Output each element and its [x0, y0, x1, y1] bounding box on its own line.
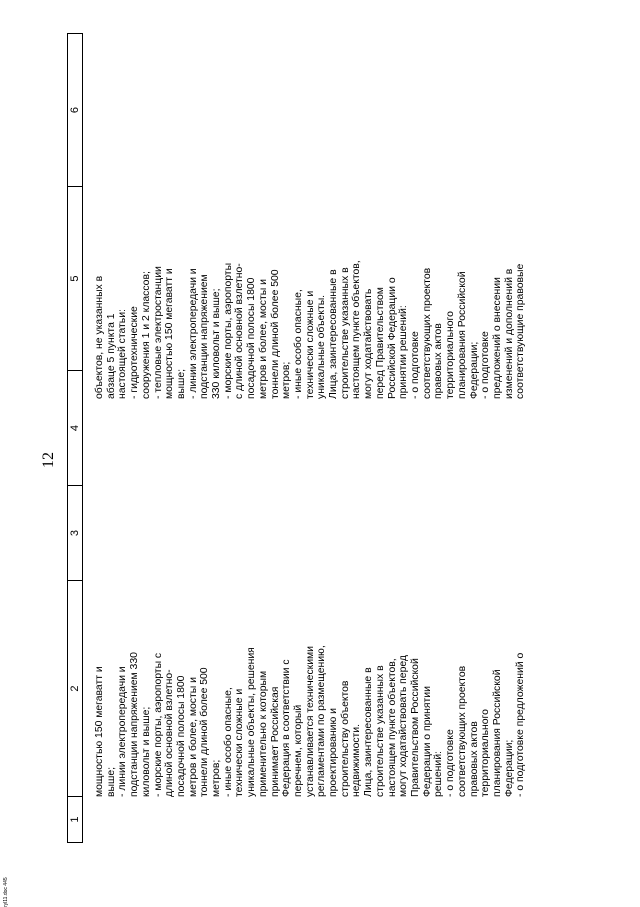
text-line: принятии решений: — [398, 305, 410, 399]
text-line: решений: — [433, 751, 445, 797]
text-line: настоящем пункте объектов, — [351, 260, 363, 399]
text-line: правовых актов — [468, 721, 480, 797]
text-line: метров; — [281, 361, 293, 399]
text-line: - гидротехнические — [129, 306, 141, 399]
text-line: - о подготовке предложений о — [515, 652, 527, 797]
text-line: настоящей статьи: — [117, 309, 129, 399]
text-line: могут ходатайствовать перед — [398, 655, 410, 797]
text-line: применительно к которым — [257, 670, 269, 797]
text-line: метров и более, мосты и — [257, 279, 269, 399]
text-line: подстанции напряжением 330 — [129, 652, 141, 797]
text-line: регламентами по размещению, — [316, 645, 328, 797]
text-line: строительстве указанных в — [339, 267, 351, 399]
text-line: посадочной полосы 1800 — [175, 675, 187, 797]
text-line: изменений и дополнений в — [503, 268, 515, 399]
column-header-5: 5 — [68, 186, 82, 370]
text-line: строительстве указанных в — [374, 665, 386, 797]
text-line: с длиной основной взлетно- — [234, 263, 246, 399]
text-line: сооружения 1 и 2 классов; — [140, 271, 152, 399]
text-line: настоящем пункте объектов, — [386, 658, 398, 797]
text-line: - линии электропередачи и — [117, 666, 129, 797]
text-line: Федерации; — [468, 341, 480, 399]
text-line: посадочной полосы 1800 — [246, 277, 258, 399]
text-line: - морские порты, аэропорты с — [152, 652, 164, 797]
text-line: - тепловые электростанции — [152, 266, 164, 399]
text-line: выше; — [105, 767, 117, 797]
text-line: Федерации о принятии — [421, 686, 433, 797]
text-line: территориального — [480, 709, 492, 797]
text-line: перечнем, который — [292, 704, 304, 797]
column-header-4: 4 — [68, 370, 82, 485]
text-line: принимает Российская — [269, 686, 281, 797]
text-line: абзаце 5 пункта 1 — [105, 313, 117, 399]
text-line: технически сложные и — [234, 688, 246, 797]
text-line: - иные особо опасные, — [222, 687, 234, 797]
text-line: выше; — [175, 369, 187, 399]
text-line: технически сложные и — [304, 290, 316, 399]
text-line: - о подготовке — [409, 331, 421, 399]
text-line: соответствующих проектов — [421, 267, 433, 399]
text-line: планирования Российской — [491, 669, 503, 797]
text-line: - морские порты, аэропорты — [222, 262, 234, 399]
text-line: объектов, не указанных в — [94, 275, 105, 399]
text-line: тоннели длиной более 500 — [269, 269, 281, 399]
column-header-3: 3 — [68, 485, 82, 580]
text-line: проектированию и — [328, 708, 340, 797]
text-line: мощностью 150 мегаватт и — [164, 268, 176, 399]
text-line: длиной основной взлетно- — [164, 669, 176, 797]
text-line: могут ходатайствовать — [363, 288, 375, 399]
text-line: киловольт и выше; — [140, 706, 152, 797]
text-line: метров и более, мосты и — [187, 677, 199, 797]
text-line: строительству объектов — [339, 680, 351, 797]
text-line: - о подготовке — [445, 729, 457, 797]
table-header-row — [67, 33, 83, 843]
text-line: Федерация в соответствии с — [281, 659, 293, 797]
footer-code: ryl11.doc 445 — [3, 877, 9, 907]
text-line: соответствующих проектов — [456, 665, 468, 797]
text-line: соответствующие правовые — [515, 263, 527, 399]
text-line: тоннели длиной более 500 — [199, 667, 211, 797]
column-header-1: 1 — [68, 796, 82, 842]
text-line: Лица, заинтересованные в — [328, 269, 340, 399]
text-line: предложений о внесении — [491, 277, 503, 399]
rotated-table — [3, 33, 587, 907]
text-line: территориального — [445, 311, 457, 399]
column-header-2: 2 — [68, 580, 82, 796]
text-line: Федерации; — [503, 739, 515, 797]
column-header-6: 6 — [69, 106, 81, 114]
text-line: мощностью 150 мегаватт и — [94, 666, 105, 797]
text-line: 330 киловольт и выше; — [211, 288, 223, 399]
text-line: недвижимости. — [351, 724, 363, 797]
text-line: перед Правительством — [374, 287, 386, 399]
text-line: Правительством Российской — [409, 658, 421, 797]
text-line: устанавливается техническими — [304, 646, 316, 797]
text-line: - иные особо опасные, — [292, 289, 304, 399]
page-number: 12 — [39, 451, 57, 468]
text-line: метров; — [211, 759, 223, 797]
text-line: - линии электропередачи и — [187, 268, 199, 399]
text-line: Лица, заинтересованные в — [363, 667, 375, 797]
text-line: подстанции напряжением — [199, 274, 211, 399]
text-line: - о подготовке — [480, 331, 492, 399]
text-line: уникальные объекты, решения — [246, 647, 258, 797]
text-line: уникальные объекты. — [316, 294, 328, 399]
text-line: Российской Федерации о — [386, 277, 398, 399]
text-line: планирования Российской — [456, 271, 468, 399]
text-line: правовых актов — [433, 323, 445, 399]
column-2-text — [94, 547, 527, 797]
column-5-text — [94, 184, 527, 399]
